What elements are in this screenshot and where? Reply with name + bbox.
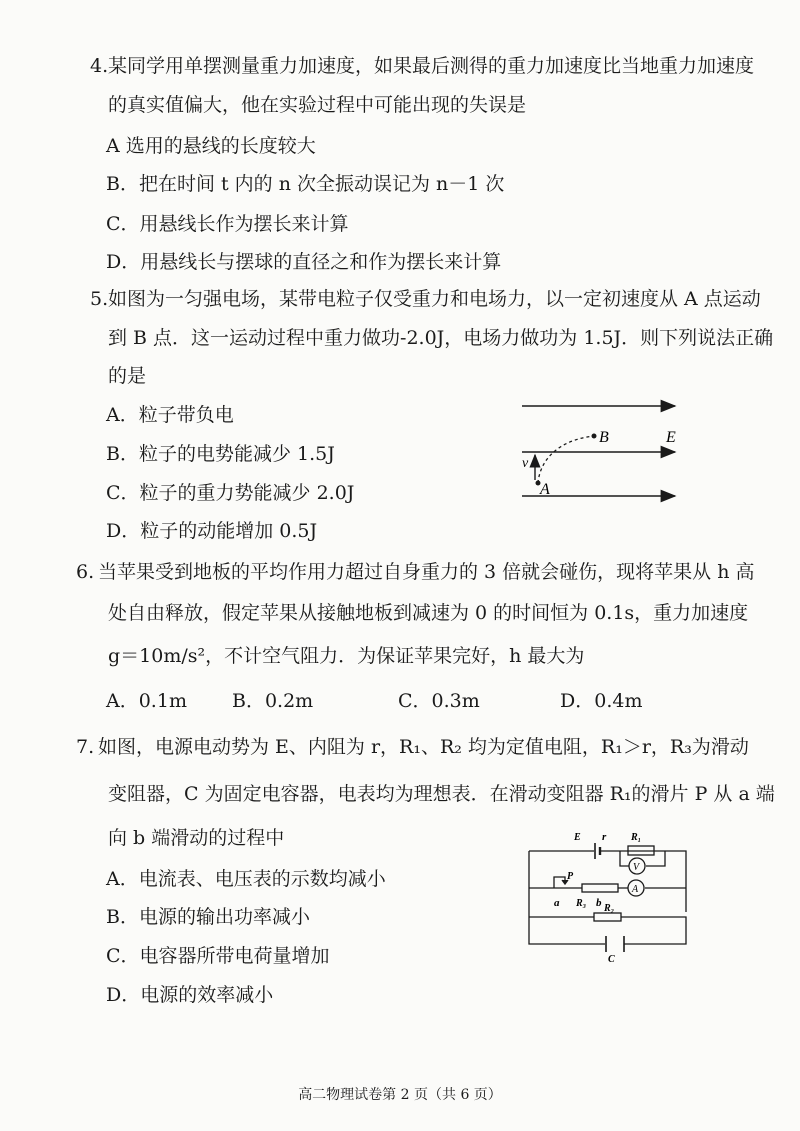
label-r1: R₁ [631, 832, 642, 843]
question-7-number: 7. [76, 736, 95, 758]
question-4-option-b: B．把在时间 t 内的 n 次全振动误记为 n－1 次 [106, 173, 505, 195]
label-b-terminal: b [596, 897, 602, 909]
question-6-stem-cont2: g＝10m/s²，不计空气阻力．为保证苹果完好，h 最大为 [108, 645, 585, 667]
question-5-option-b: B．粒子的电势能减少 1.5J [106, 443, 335, 465]
question-6-stem-cont: 处自由释放，假定苹果从接触地板到减速为 0 的时间恒为 0.1s，重力加速度 [108, 602, 749, 624]
point-b-dot [592, 434, 597, 439]
question-4-option-a: A 选用的悬线的长度较大 [106, 135, 316, 157]
question-6-number: 6. [76, 561, 95, 583]
label-b: B [599, 429, 609, 446]
question-6-option-c: C．0.3m [398, 690, 480, 712]
label-e: E [574, 832, 581, 843]
circuit-left-wire [529, 851, 605, 944]
question-6-options [106, 692, 706, 712]
resistor-r3 [582, 884, 618, 892]
resistor-r2 [594, 913, 621, 921]
question-5-option-c: C．粒子的重力势能减少 2.0J [106, 482, 355, 504]
question-5-stem: 如图为一匀强电场，某带电粒子仅受重力和电场力，以一定初速度从 A 点运动 [108, 288, 761, 310]
question-7-option-a: A．电流表、电压表的示数均减小 [106, 868, 386, 890]
question-6-option-a: A．0.1m [106, 690, 187, 712]
label-r2: R₂ [604, 903, 615, 914]
label-c: C [608, 954, 615, 964]
question-4-option-c: C．用悬线长作为摆长来计算 [106, 213, 349, 235]
label-e: E [666, 429, 676, 446]
question-5-option-d: D．粒子的动能增加 0.5J [106, 520, 318, 542]
question-7-option-d: D．电源的效率减小 [106, 984, 274, 1006]
question-6-stem: 当苹果受到地板的平均作用力超过自身重力的 3 倍就会碰伤，现将苹果从 h 高 [98, 561, 755, 583]
question-5-stem-cont: 到 B 点．这一运动过程中重力做功-2.0J，电场力做功为 1.5J．则下列说法正确 [108, 327, 774, 349]
label-v: v [522, 456, 529, 471]
question-6-option-b: B．0.2m [232, 690, 314, 712]
question-7-option-c: C．电容器所带电荷量增加 [106, 945, 330, 967]
question-7-stem-cont2: 向 b 端滑动的过程中 [108, 827, 285, 849]
label-r: r [602, 831, 607, 843]
label-v: V [633, 862, 640, 873]
label-p: P [567, 871, 574, 882]
label-r3: R₃ [576, 898, 587, 909]
label-a: A [540, 481, 550, 498]
question-4-option-d: D．用悬线长与摆球的直径之和作为摆长来计算 [106, 251, 502, 273]
page-footer: 高二物理试卷第 2 页（共 6 页） [298, 1087, 502, 1103]
question-4-stem-cont: 的真实值偏大，他在实验过程中可能出现的失误是 [108, 94, 527, 116]
label-a-terminal: a [554, 897, 560, 909]
particle-trajectory [538, 436, 594, 483]
question-4-stem: 某同学用单摆测量重力加速度，如果最后测得的重力加速度比当地重力加速度 [108, 55, 755, 77]
question-5-number: 5. [90, 288, 109, 310]
question-7-stem: 如图，电源电动势为 E、内阻为 r，R₁、R₂ 均为定值电阻，R₁＞r，R₃为滑动 [98, 736, 749, 758]
question-5-option-a: A．粒子带负电 [106, 404, 234, 426]
question-4-number: 4. [90, 55, 109, 77]
label-a: A [632, 884, 639, 895]
electric-field-figure [510, 395, 690, 515]
voltmeter-branch [620, 851, 665, 866]
question-5-stem-cont2: 的是 [108, 365, 147, 387]
question-6-option-d: D．0.4m [560, 690, 643, 712]
question-7-stem-cont: 变阻器，C 为固定电容器，电表均为理想表．在滑动变阻器 R₁的滑片 P 从 a 端 [108, 783, 775, 805]
question-7-option-b: B．电源的输出功率减小 [106, 906, 310, 928]
circuit-figure [520, 828, 700, 964]
